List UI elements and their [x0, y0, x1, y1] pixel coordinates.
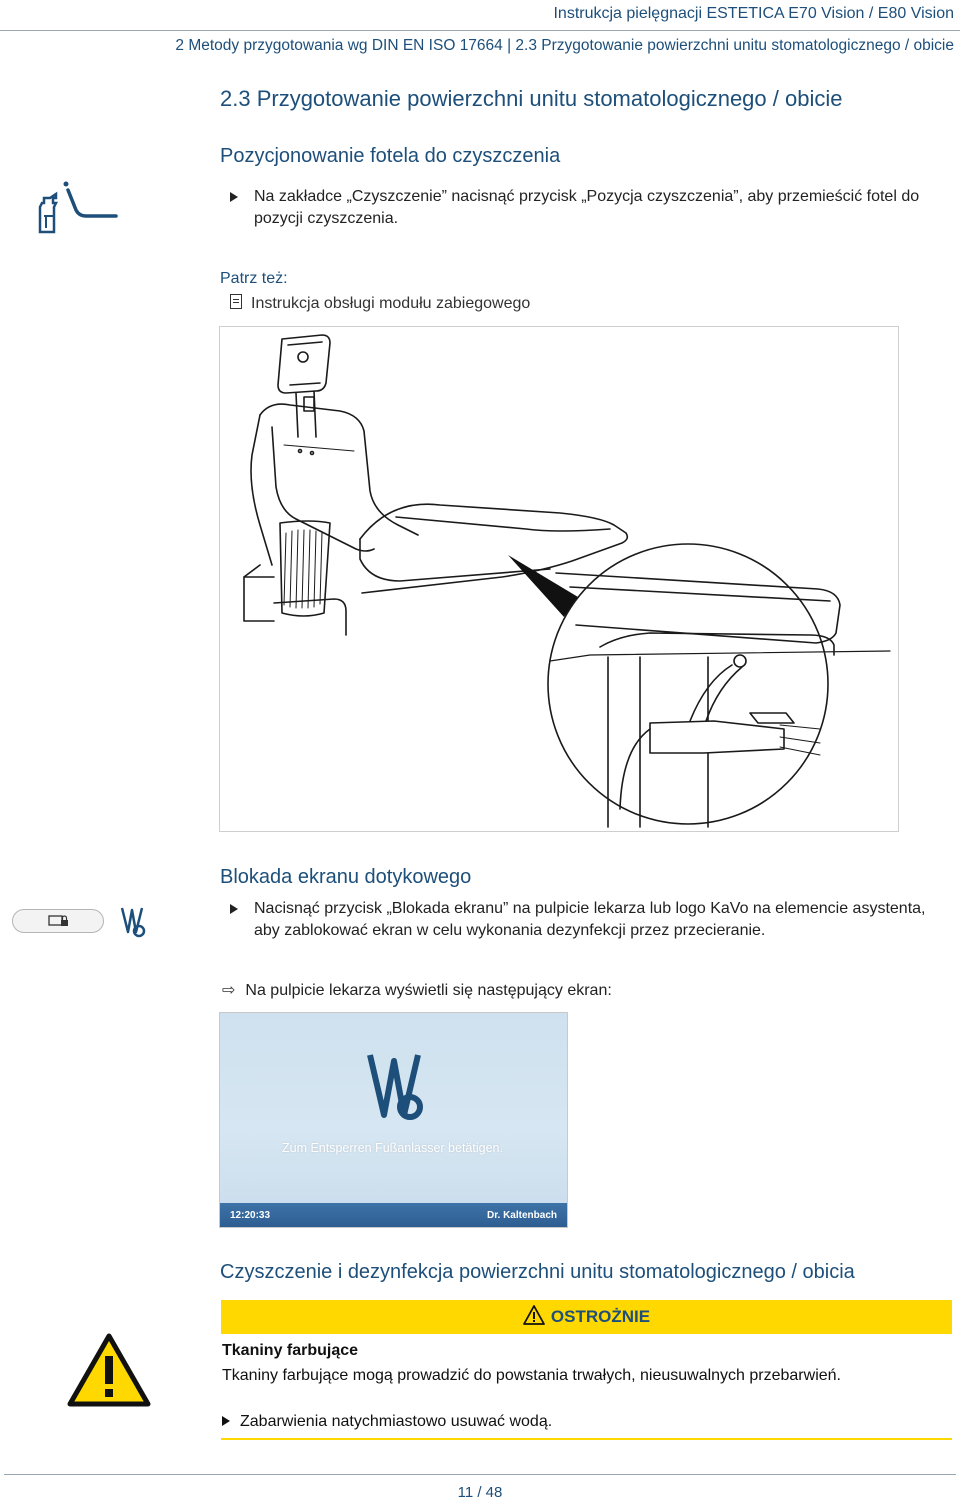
screen-lock-step: Nacisnąć przycisk „Blokada ekranu” na pulpicie lekarza lub logo KaVo na elemencie asystenta, aby zablokować ekran w celu wykonania dezynfekcji przez przecieranie. [230, 898, 930, 942]
bullet-triangle-icon [230, 192, 238, 202]
section-title: 2.3 Przygotowanie powierzchni unitu stomatologicznego / obicie [220, 86, 843, 111]
see-also-link[interactable]: Instrukcja obsługi modułu zabiegowego [230, 294, 530, 313]
screen-status-bar [220, 1203, 567, 1227]
breadcrumb: 2 Metody przygotowania wg DIN EN ISO 17664 | 2.3 Przygotowanie powierzchni unitu stomatologicznego / obicie [175, 37, 954, 54]
screen-lock-button[interactable] [12, 909, 104, 933]
warning-bar [221, 1300, 952, 1334]
kavo-logo-large-icon [360, 1047, 430, 1127]
screen-lock-icon [13, 910, 103, 932]
chair-drawing [220, 327, 898, 831]
cleaning-position-icon [34, 178, 124, 238]
screen-lock-heading: Blokada ekranu dotykowego [220, 866, 472, 888]
see-also-label: Patrz też: [220, 270, 288, 287]
warning-step: Zabarwienia natychmiastowo usuwać wodą. [222, 1411, 552, 1433]
unlock-message: Zum Entsperren Fußanlasser betätigen. [282, 1141, 503, 1155]
positioning-heading: Pozycjonowanie fotela do czyszczenia [220, 145, 561, 167]
bullet-triangle-icon [230, 904, 238, 914]
positioning-step: Na zakładce „Czyszczenie” nacisnąć przycisk „Pozycja czyszczenia”, aby przemieścić fotel do pozycji czyszczenia. [230, 186, 930, 230]
warning-label: OSTROŻNIE [221, 1300, 952, 1334]
page-number: 11 / 48 [457, 1484, 503, 1501]
header-rule [0, 30, 960, 31]
document-icon [230, 294, 242, 309]
warning-text: Tkaniny farbujące mogą prowadzić do powstania trwałych, nieusuwalnych przebarwień. [222, 1367, 841, 1384]
document-title: Instrukcja pielęgnacji ESTETICA E70 Vision / E80 Vision [553, 5, 954, 22]
warning-box [221, 1334, 952, 1440]
bullet-triangle-icon [222, 1416, 230, 1426]
chair-illustration [219, 326, 899, 832]
locked-screen-image [219, 1012, 568, 1228]
warning-subtitle: Tkaniny farbujące [222, 1342, 359, 1359]
result-line: ⇨ Na pulpicie lekarza wyświetli się następujący ekran: [222, 982, 612, 999]
cleaning-heading: Czyszczenie i dezynfekcja powierzchni unitu stomatologicznego / obicia [220, 1261, 855, 1283]
kavo-logo-icon[interactable] [118, 904, 148, 940]
warning-small-icon [523, 1305, 545, 1325]
screen-time: 12:20:33 [230, 1210, 271, 1221]
footer-rule [4, 1474, 956, 1475]
result-arrow-icon: ⇨ [222, 982, 236, 999]
warning-triangle-icon [66, 1332, 152, 1408]
screen-user: Dr. Kaltenbach [486, 1210, 557, 1221]
